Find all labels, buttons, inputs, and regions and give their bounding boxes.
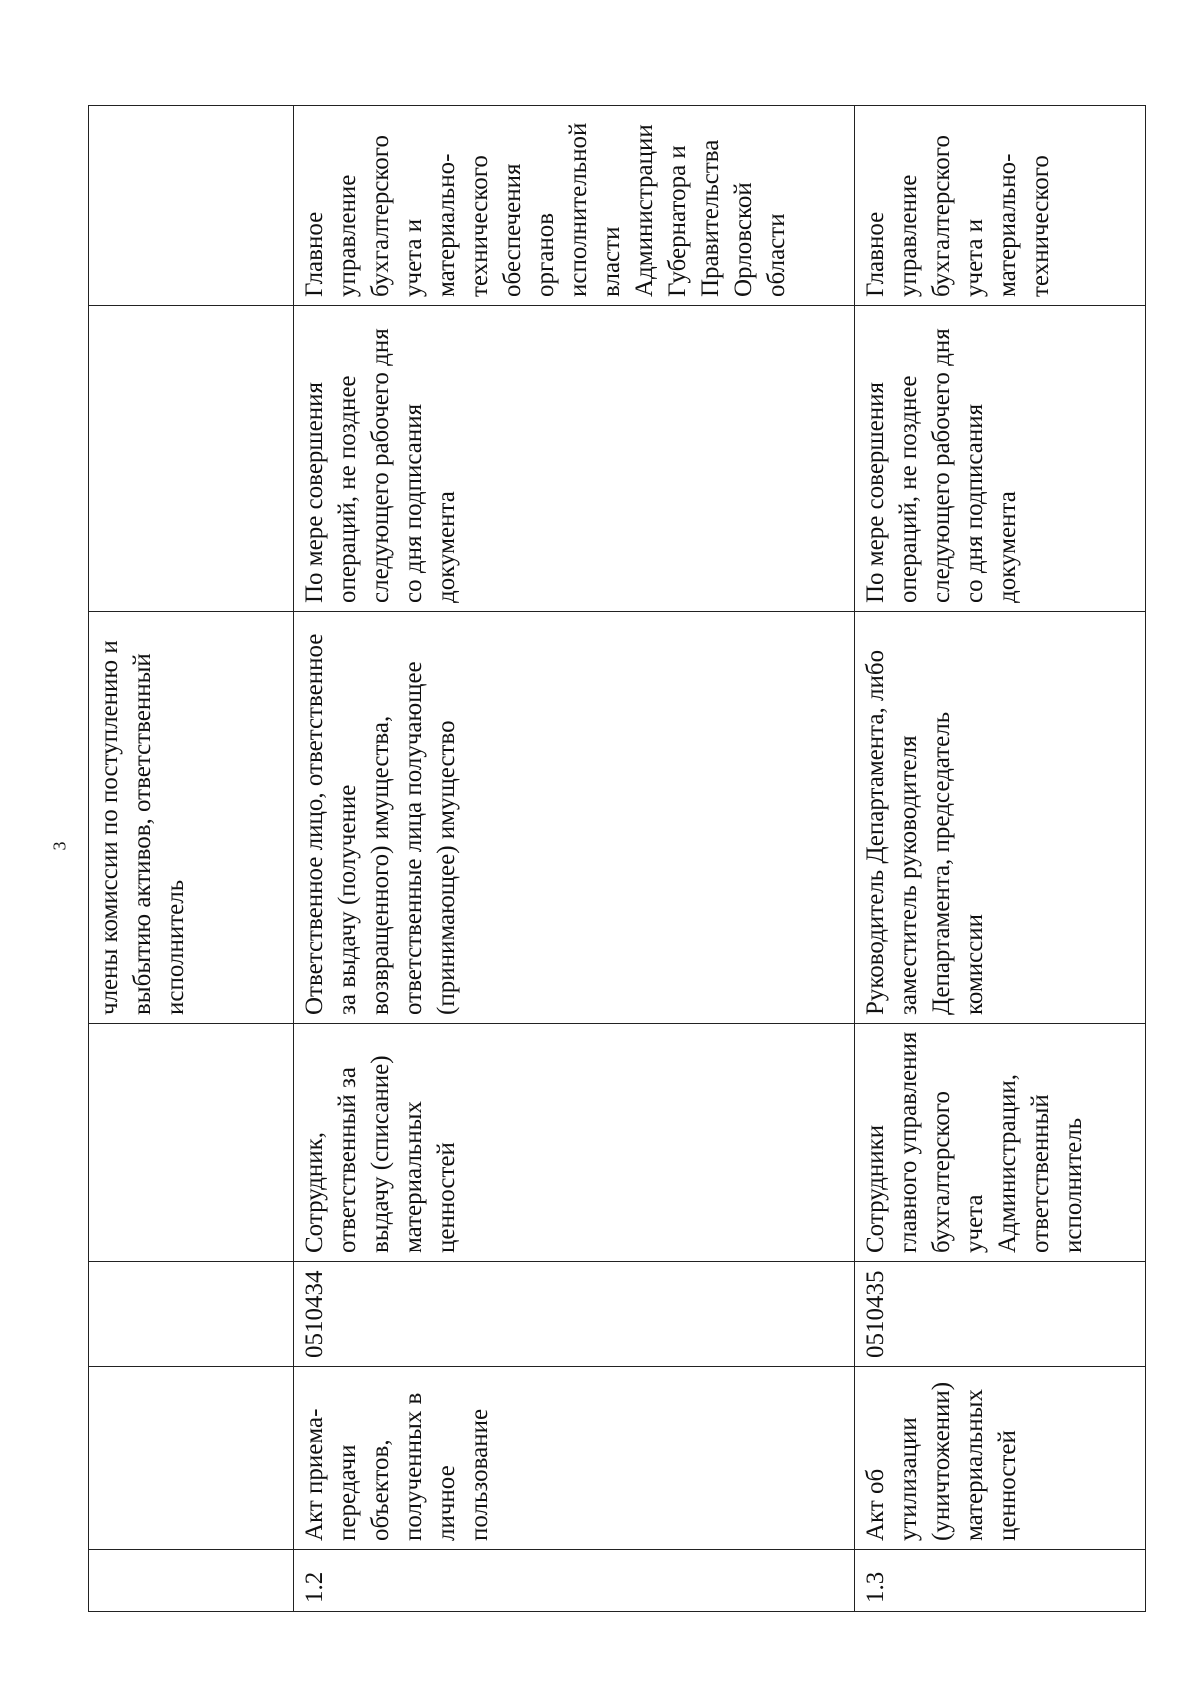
cell-form-code bbox=[89, 1262, 294, 1367]
cell-deadline bbox=[89, 306, 294, 612]
cell-recipient bbox=[89, 106, 294, 306]
cell-form-code: 0510434 bbox=[294, 1262, 855, 1367]
cell-creator bbox=[89, 1024, 294, 1262]
cell-num bbox=[89, 1550, 294, 1612]
cell-creator: Сотрудники главного управления бухгалтерского учета Администрации, ответственный исполнитель bbox=[855, 1024, 1146, 1262]
table-row bbox=[294, 106, 855, 1612]
cell-deadline: По мере совершения операций, не позднее следующего рабочего дня со дня подписания документа bbox=[294, 306, 855, 612]
cell-deadline: По мере совершения операций, не позднее следующего рабочего дня со дня подписания документа bbox=[855, 306, 1146, 612]
table-row bbox=[855, 106, 1146, 1612]
cell-signer: Руководитель Департамента, либо заместитель руководителя Департамента, председатель комиссии bbox=[855, 612, 1146, 1024]
cell-document-name bbox=[89, 1367, 294, 1550]
cell-creator: Сотрудник, ответственный за выдачу (списание) материальных ценностей bbox=[294, 1024, 855, 1262]
cell-num: 1.3 bbox=[855, 1550, 1146, 1612]
cell-document-name: Акт об утилизации (уничтожении) материальных ценностей bbox=[855, 1367, 1146, 1550]
cell-signer: Ответственное лицо, ответственное за выдачу (получение возвращенного) имущества, ответственные лица получающее (принимающее) имущество bbox=[294, 612, 855, 1024]
cell-document-name: Акт приема-передачи объектов, полученных в личное пользование bbox=[294, 1367, 855, 1550]
cell-signer: члены комиссии по поступлению и выбытию активов, ответственный исполнитель bbox=[89, 612, 294, 1024]
cell-recipient: Главное управление бухгалтерского учета и материально-технического bbox=[855, 106, 1146, 306]
cell-form-code: 0510435 bbox=[855, 1262, 1146, 1367]
cell-recipient: Главное управление бухгалтерского учета и материально-технического обеспечения органов исполнительной власти Администрации Губернатора и Правительства Орловской области bbox=[294, 106, 855, 306]
rotated-page bbox=[88, 37, 1183, 1612]
page-number: 3 bbox=[49, 841, 70, 851]
document-table bbox=[88, 105, 1146, 1612]
cell-num: 1.2 bbox=[294, 1550, 855, 1612]
table-row bbox=[89, 106, 294, 1612]
